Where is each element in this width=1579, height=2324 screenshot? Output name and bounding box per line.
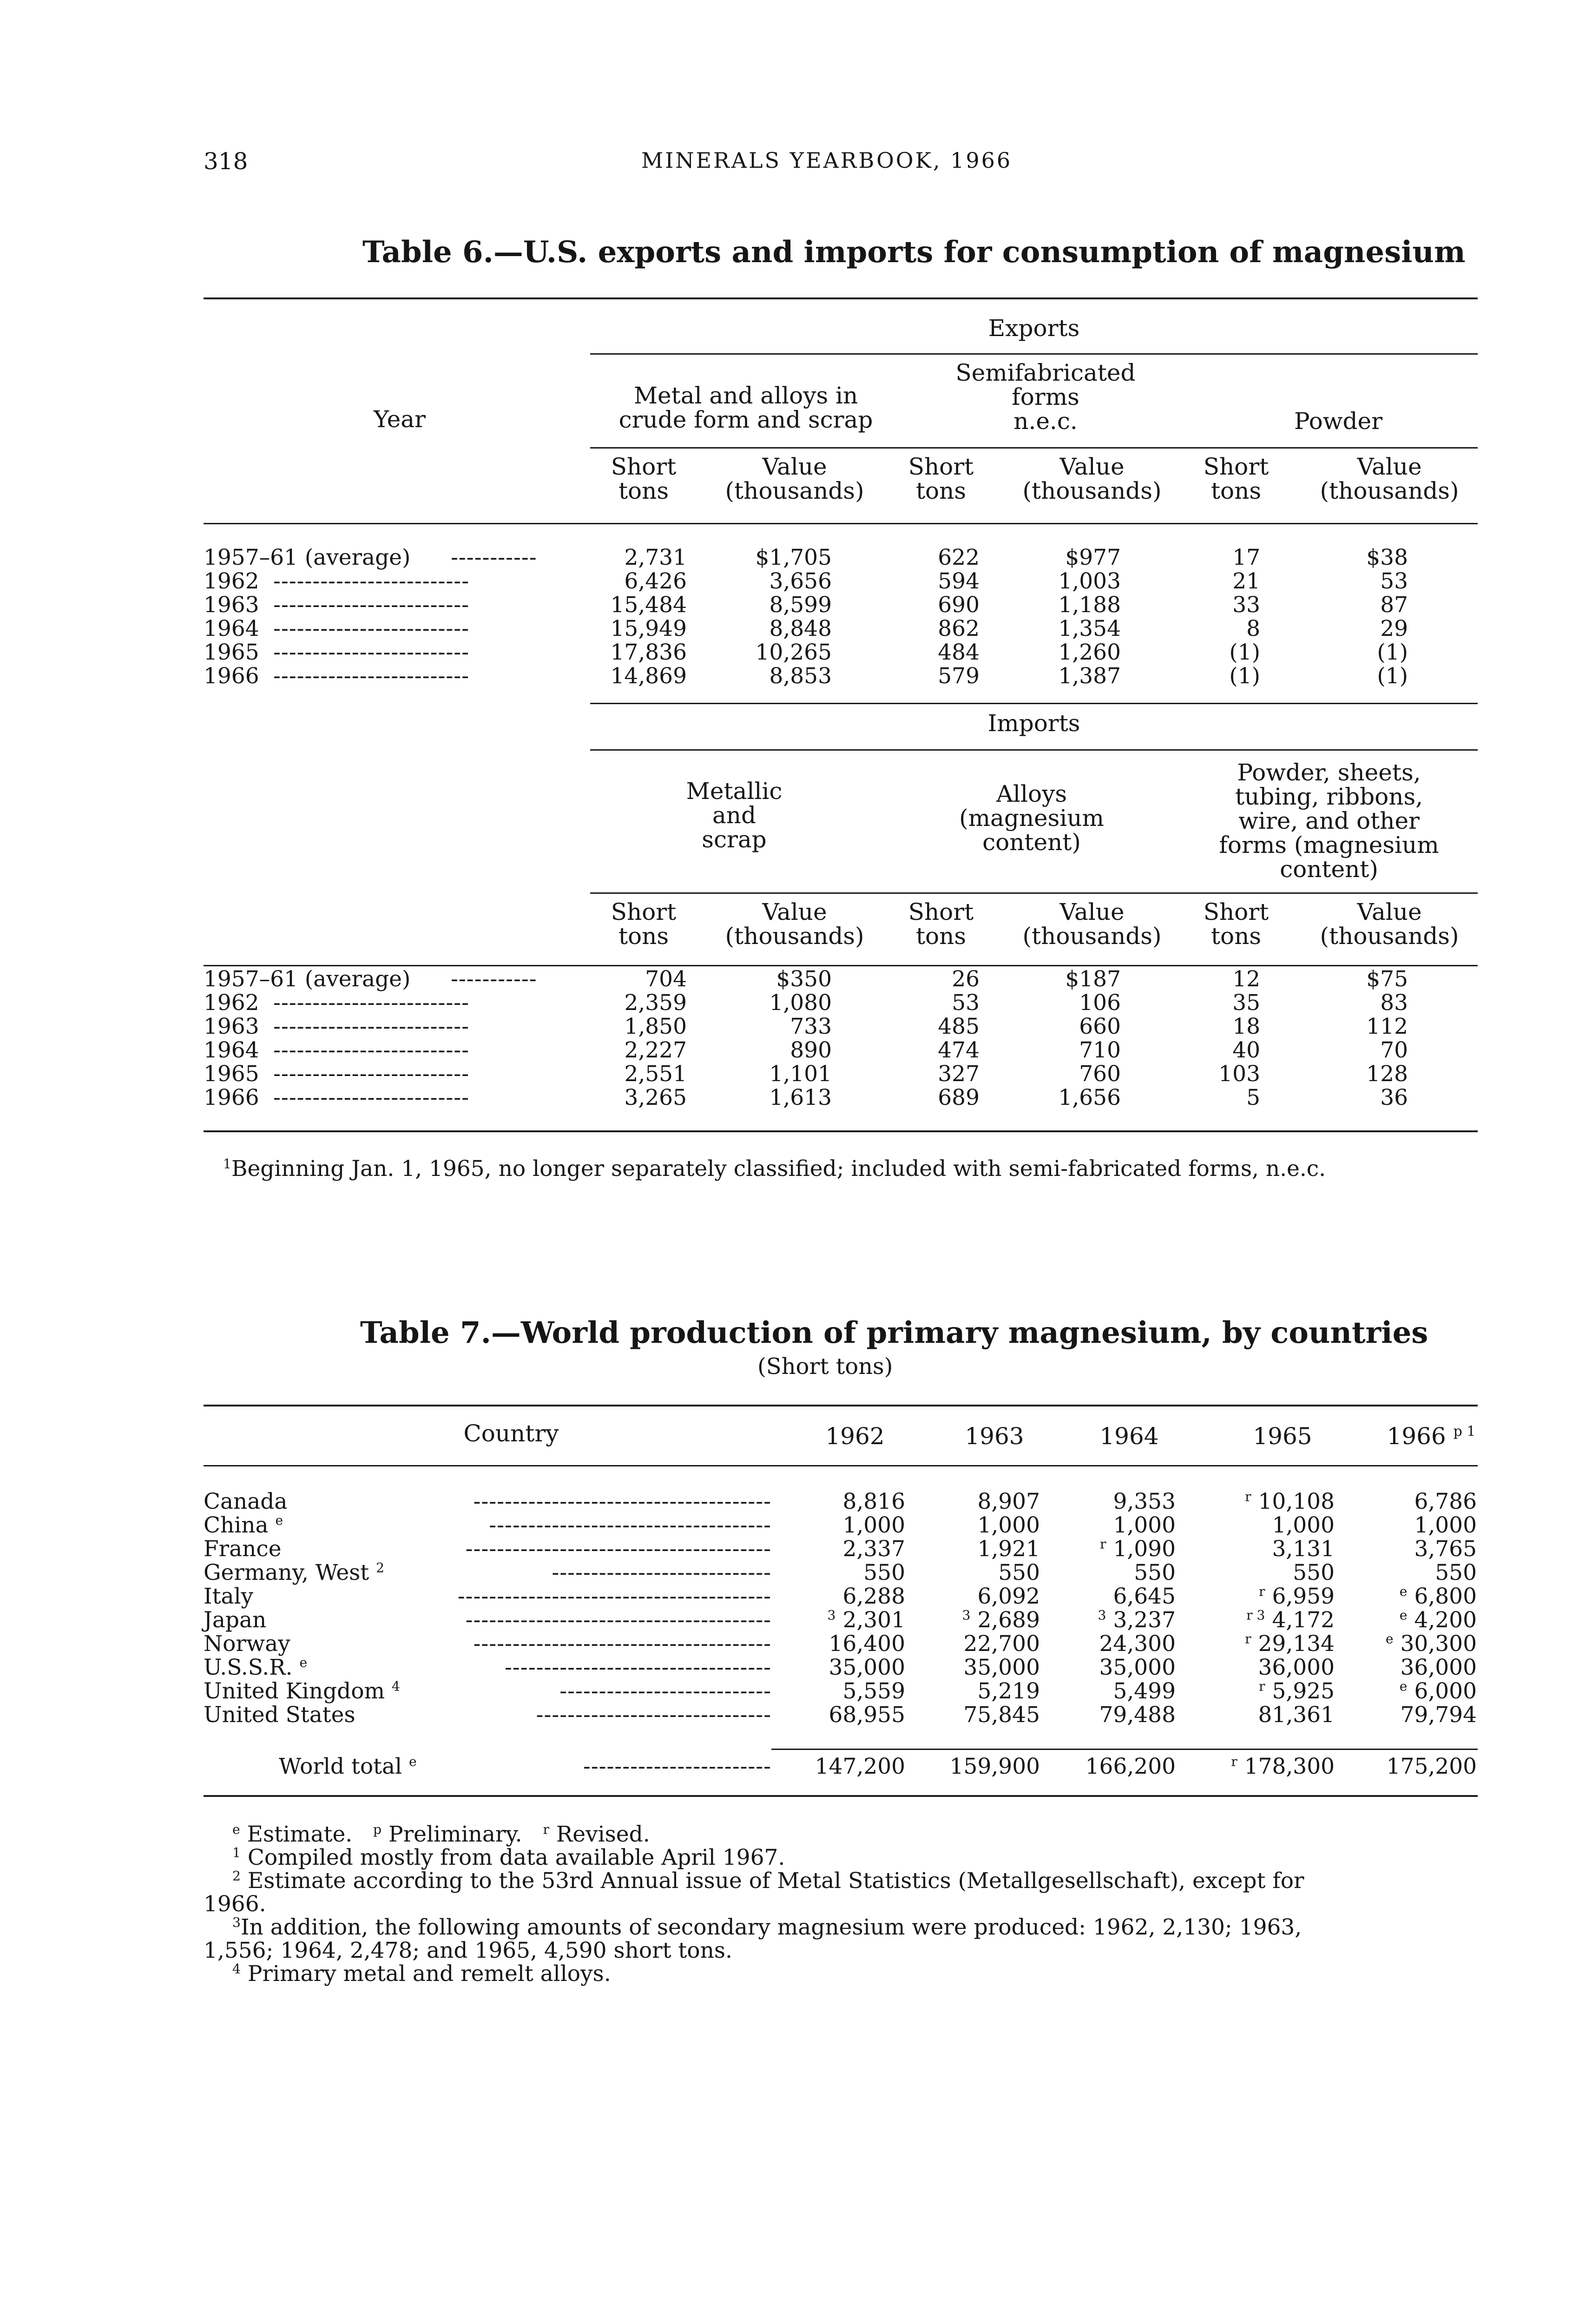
row-year: 1957–61 (average) [204, 966, 411, 992]
exports-col3-short-tons: Short tons [1203, 453, 1269, 504]
imports-col1-short-tons: Short tons [611, 898, 677, 950]
cell-value: $^r$ 178,300 [1231, 1754, 1335, 1779]
dot-leader: ------------------------- [273, 568, 470, 594]
cell-value: 1,000 [842, 1512, 905, 1538]
cell-value: 474 [938, 1037, 980, 1063]
table6-footnote: $^1$Beginning Jan. 1, 1965, no longer separately classified; included with semi-fabricated forms, n.e.c. [223, 1156, 1326, 1182]
row-year: 1957–61 (average) [204, 545, 411, 570]
table-row [0, 1561, 1579, 1585]
cell-value: $350 [776, 966, 832, 992]
cell-value: 6,288 [842, 1584, 905, 1609]
table7-header-1964: 1964 [1099, 1423, 1159, 1450]
cell-value: 12 [1232, 966, 1260, 992]
table7-header-1963: 1963 [965, 1423, 1024, 1450]
cell-value: $38 [1366, 545, 1408, 570]
table7-footnote-legend: $^e$ Estimate. $^p$ Preliminary. $^r$ Revised. [232, 1822, 650, 1847]
row-country: Canada [204, 1489, 288, 1514]
cell-value: 53 [1380, 568, 1408, 594]
cell-value: 106 [1079, 990, 1121, 1016]
cell-value: 1,000 [1272, 1512, 1335, 1538]
table-row [0, 1609, 1579, 1632]
cell-value: 5,219 [977, 1678, 1040, 1704]
cell-value: 8,853 [769, 663, 832, 689]
cell-value: 36 [1380, 1085, 1408, 1110]
table7-footnote-2: $^2$ Estimate according to the 53rd Annual issue of Metal Statistics (Metallgesellschaft), except for [232, 1868, 1304, 1894]
table7-title: Table 7.—World production of primary magnesium, by countries [360, 1315, 1428, 1350]
cell-value: 594 [938, 568, 980, 594]
dot-leader: ------------------------ [583, 1754, 771, 1779]
cell-value: 70 [1380, 1037, 1408, 1063]
table-row [0, 1703, 1579, 1727]
imports-group-label: Imports [987, 710, 1080, 737]
cell-value: 1,850 [624, 1014, 687, 1039]
dot-leader: --------------------------------------- [465, 1536, 771, 1562]
imports-col3-header: Powder, sheets, tubing, ribbons, wire, and other forms (magnesium content) [1219, 759, 1439, 883]
cell-value: 79,488 [1099, 1702, 1176, 1728]
exports-group-label: Exports [988, 315, 1080, 342]
imports-group-rule [590, 749, 1478, 751]
imports-subheader-rule [590, 892, 1478, 894]
dot-leader: ------------------------------ [536, 1702, 771, 1728]
table6-bottom-rule [204, 1130, 1478, 1132]
cell-value: 8,907 [977, 1489, 1040, 1514]
table7-total-rule [771, 1749, 1478, 1750]
cell-value: 35,000 [829, 1655, 905, 1680]
table7-footnote-3: $^3$In addition, the following amounts of secondary magnesium were produced: 1962, 2,130; 1963, [232, 1915, 1302, 1940]
cell-value: $75 [1366, 966, 1408, 992]
exports-col3-value: Value (thousands) [1320, 453, 1459, 504]
cell-value: 550 [863, 1560, 905, 1585]
cell-value: 40 [1232, 1037, 1260, 1063]
table7-footnote-3-cont: 1,556; 1964, 2,478; and 1965, 4,590 short tons. [204, 1938, 732, 1963]
cell-value: 1,656 [1058, 1085, 1121, 1110]
cell-value: $^3$ 2,301 [827, 1607, 905, 1633]
cell-value: 81,361 [1258, 1702, 1335, 1728]
cell-value: 579 [938, 663, 980, 689]
cell-value: 16,400 [829, 1631, 905, 1657]
dot-leader: ------------------------- [273, 990, 470, 1016]
row-year: 1965 [204, 640, 259, 665]
cell-value: 6,092 [977, 1584, 1040, 1609]
table-row [0, 1015, 1579, 1038]
cell-value: 550 [998, 1560, 1040, 1585]
exports-col1-value: Value (thousands) [725, 453, 864, 504]
exports-group-rule [590, 353, 1478, 355]
cell-value: 53 [952, 990, 980, 1016]
cell-value: 3,131 [1272, 1536, 1335, 1562]
cell-value: 1,000 [1113, 1512, 1176, 1538]
cell-value: 8,848 [769, 616, 832, 641]
total-row [0, 1755, 1579, 1778]
cell-value: 14,869 [610, 663, 687, 689]
cell-value: 3,265 [624, 1085, 687, 1110]
row-year: 1963 [204, 592, 259, 618]
table7-top-rule [204, 1405, 1478, 1406]
cell-value: $^r$ 29,134 [1245, 1631, 1335, 1657]
cell-value: 33 [1232, 592, 1260, 618]
cell-value: 327 [938, 1061, 980, 1087]
row-year: 1965 [204, 1061, 259, 1087]
row-year: 1962 [204, 568, 259, 594]
cell-value: 2,227 [624, 1037, 687, 1063]
dot-leader: -------------------------------------- [473, 1489, 771, 1514]
exports-col2-header: Semifabricated forms n.e.c. [955, 359, 1136, 435]
row-year: 1966 [204, 1085, 259, 1110]
table-row [0, 1086, 1579, 1109]
cell-value: 1,000 [1414, 1512, 1477, 1538]
dot-leader: ------------------------- [273, 1085, 470, 1110]
cell-value: 15,949 [610, 616, 687, 641]
dot-leader: ------------------------- [273, 640, 470, 665]
cell-value: 9,353 [1113, 1489, 1176, 1514]
cell-value: 8,816 [842, 1489, 905, 1514]
cell-value: 6,786 [1414, 1489, 1477, 1514]
row-country: U.S.S.R. $^e$ [204, 1655, 308, 1680]
cell-value: (1) [1229, 640, 1260, 665]
dot-leader: ------------------------------------ [489, 1512, 771, 1538]
cell-value: 550 [1134, 1560, 1176, 1585]
imports-col2-short-tons: Short tons [908, 898, 974, 950]
dot-leader: ----------- [451, 966, 537, 992]
cell-value: 8 [1246, 616, 1260, 641]
cell-value: 29 [1380, 616, 1408, 641]
table-row [0, 1656, 1579, 1679]
table7-subtitle: (Short tons) [757, 1353, 893, 1380]
cell-value: $^e$ 30,300 [1385, 1631, 1477, 1657]
cell-value: 147,200 [815, 1754, 905, 1779]
cell-value: 1,921 [977, 1536, 1040, 1562]
cell-value: 15,484 [610, 592, 687, 618]
cell-value: 689 [938, 1085, 980, 1110]
dot-leader: ------------------------- [273, 1037, 470, 1063]
imports-col2-header: Alloys (magnesium content) [959, 780, 1104, 856]
cell-value: 5 [1246, 1085, 1260, 1110]
dot-leader: -------------------------------------- [473, 1631, 771, 1657]
table-row [0, 594, 1579, 617]
cell-value: 484 [938, 640, 980, 665]
row-country: China $^e$ [204, 1512, 283, 1538]
imports-top-rule [590, 703, 1478, 704]
cell-value: 68,955 [829, 1702, 905, 1728]
cell-value: 1,080 [769, 990, 832, 1016]
table-row [0, 617, 1579, 640]
cell-value: 1,188 [1058, 592, 1121, 618]
cell-value: 704 [645, 966, 687, 992]
row-country: World total $^e$ [279, 1754, 417, 1779]
table-row [0, 641, 1579, 664]
cell-value: $^3$ 3,237 [1098, 1607, 1176, 1633]
cell-value: 5,559 [842, 1678, 905, 1704]
cell-value: 710 [1079, 1037, 1121, 1063]
imports-col1-header: Metallic and scrap [686, 778, 783, 853]
row-country: United Kingdom $^4$ [204, 1678, 400, 1704]
cell-value: $^e$ 6,000 [1399, 1678, 1477, 1704]
cell-value: 1,101 [769, 1061, 832, 1087]
cell-value: 166,200 [1085, 1754, 1176, 1779]
row-country: Italy [204, 1584, 254, 1609]
cell-value: 35 [1232, 990, 1260, 1016]
row-country: Norway [204, 1631, 290, 1657]
cell-value: 21 [1232, 568, 1260, 594]
dot-leader: ------------------------- [273, 663, 470, 689]
imports-col3-value: Value (thousands) [1320, 898, 1459, 950]
dot-leader: --------------------------- [559, 1678, 771, 1704]
table7-header-1962: 1962 [825, 1423, 885, 1450]
dot-leader: ------------------------- [273, 1014, 470, 1039]
cell-value: (1) [1377, 640, 1408, 665]
table-row [0, 665, 1579, 688]
table-row [0, 1632, 1579, 1656]
table7-header-1966: 1966 $^{p 1}$ [1387, 1423, 1476, 1450]
cell-value: 1,000 [977, 1512, 1040, 1538]
dot-leader: ---------------------------- [552, 1560, 771, 1585]
cell-value: 1,354 [1058, 616, 1121, 641]
cell-value: (1) [1377, 663, 1408, 689]
cell-value: 17 [1232, 545, 1260, 570]
table7-footnote-1: $^1$ Compiled mostly from data available April 1967. [232, 1845, 785, 1870]
row-country: France [204, 1536, 282, 1562]
table-row [0, 546, 1579, 569]
table-row [0, 1490, 1579, 1513]
cell-value: (1) [1229, 663, 1260, 689]
cell-value: 79,794 [1400, 1702, 1477, 1728]
dot-leader: ------------------------- [273, 592, 470, 618]
cell-value: $977 [1065, 545, 1121, 570]
cell-value: $^e$ 4,200 [1399, 1607, 1477, 1633]
cell-value: 2,551 [624, 1061, 687, 1087]
cell-value: 550 [1435, 1560, 1477, 1585]
cell-value: 159,900 [949, 1754, 1040, 1779]
table7-header-country: Country [463, 1420, 559, 1447]
cell-value: 112 [1366, 1014, 1408, 1039]
cell-value: 5,499 [1113, 1678, 1176, 1704]
cell-value: $^r$ 6,959 [1259, 1584, 1335, 1609]
cell-value: 128 [1366, 1061, 1408, 1087]
exports-col1-short-tons: Short tons [611, 453, 677, 504]
cell-value: 2,337 [842, 1536, 905, 1562]
cell-value: 83 [1380, 990, 1408, 1016]
row-country: United States [204, 1702, 355, 1728]
cell-value: 3,765 [1414, 1536, 1477, 1562]
cell-value: 690 [938, 592, 980, 618]
table6-title: Table 6.—U.S. exports and imports for consumption of magnesium [362, 235, 1466, 270]
row-country: Japan [204, 1607, 267, 1633]
cell-value: $1,705 [755, 545, 832, 570]
exports-col3-header: Powder [1294, 408, 1382, 435]
cell-value: 1,613 [769, 1085, 832, 1110]
page-number: 318 [204, 148, 248, 175]
cell-value: 22,700 [963, 1631, 1040, 1657]
row-year: 1964 [204, 1037, 259, 1063]
cell-value: 862 [938, 616, 980, 641]
table7-header-1965: 1965 [1253, 1423, 1312, 1450]
cell-value: 75,845 [963, 1702, 1040, 1728]
table7-footnote-4: $^4$ Primary metal and remelt alloys. [232, 1961, 611, 1987]
cell-value: $187 [1065, 966, 1121, 992]
row-year: 1966 [204, 663, 259, 689]
cell-value: $^3$ 2,689 [962, 1607, 1040, 1633]
table6-top-rule [204, 297, 1478, 299]
cell-value: 2,731 [624, 545, 687, 570]
cell-value: 35,000 [1099, 1655, 1176, 1680]
table-row [0, 1039, 1579, 1062]
cell-value: 175,200 [1386, 1754, 1477, 1779]
dot-leader: ------------------------- [273, 616, 470, 641]
table7-footnote-2-cont: 1966. [204, 1891, 266, 1917]
imports-col1-value: Value (thousands) [725, 898, 864, 950]
table-row [0, 991, 1579, 1015]
table7-header-rule [204, 1465, 1478, 1466]
cell-value: 26 [952, 966, 980, 992]
table-row [0, 968, 1579, 991]
cell-value: 1,003 [1058, 568, 1121, 594]
dot-leader: ---------------------------------------- [457, 1584, 771, 1609]
cell-value: 87 [1380, 592, 1408, 618]
cell-value: $^{r 3}$ 4,172 [1246, 1607, 1335, 1633]
cell-value: 660 [1079, 1014, 1121, 1039]
table-row [0, 1063, 1579, 1086]
exports-subheader-rule [590, 447, 1478, 449]
cell-value: 35,000 [963, 1655, 1040, 1680]
dot-leader: ------------------------- [273, 1061, 470, 1087]
exports-body-rule [204, 523, 1478, 524]
table7-bottom-rule [204, 1795, 1478, 1797]
cell-value: 622 [938, 545, 980, 570]
imports-col2-value: Value (thousands) [1022, 898, 1162, 950]
exports-col1-header: Metal and alloys in crude form and scrap [618, 382, 873, 433]
dot-leader: ---------------------------------- [505, 1655, 771, 1680]
row-year: 1963 [204, 1014, 259, 1039]
cell-value: $^r$ 10,108 [1245, 1489, 1335, 1514]
row-year: 1964 [204, 616, 259, 641]
dot-leader: --------------------------------------- [465, 1607, 771, 1633]
cell-value: 10,265 [755, 640, 832, 665]
cell-value: 6,645 [1113, 1584, 1176, 1609]
dot-leader: ----------- [451, 545, 537, 570]
cell-value: 103 [1218, 1061, 1260, 1087]
table-row [0, 1514, 1579, 1537]
cell-value: 6,426 [624, 568, 687, 594]
cell-value: 18 [1232, 1014, 1260, 1039]
cell-value: 550 [1293, 1560, 1335, 1585]
cell-value: 36,000 [1400, 1655, 1477, 1680]
cell-value: 1,387 [1058, 663, 1121, 689]
exports-col2-short-tons: Short tons [908, 453, 974, 504]
table-row [0, 570, 1579, 593]
cell-value: 2,359 [624, 990, 687, 1016]
row-country: Germany, West $^2$ [204, 1560, 385, 1585]
row-year: 1962 [204, 990, 259, 1016]
cell-value: 24,300 [1099, 1631, 1176, 1657]
cell-value: $^r$ 1,090 [1100, 1536, 1176, 1562]
cell-value: 1,260 [1058, 640, 1121, 665]
year-header: Year [374, 406, 426, 433]
cell-value: 890 [790, 1037, 832, 1063]
table-row [0, 1680, 1579, 1703]
cell-value: 733 [790, 1014, 832, 1039]
cell-value: 36,000 [1258, 1655, 1335, 1680]
table-row [0, 1538, 1579, 1561]
cell-value: $^e$ 6,800 [1399, 1584, 1477, 1609]
table-row [0, 1585, 1579, 1608]
running-title: MINERALS YEARBOOK, 1966 [641, 148, 1013, 173]
cell-value: 3,656 [769, 568, 832, 594]
cell-value: 8,599 [769, 592, 832, 618]
cell-value: $^r$ 5,925 [1259, 1678, 1335, 1704]
imports-col3-short-tons: Short tons [1203, 898, 1269, 950]
cell-value: 760 [1079, 1061, 1121, 1087]
exports-col2-value: Value (thousands) [1022, 453, 1162, 504]
cell-value: 17,836 [610, 640, 687, 665]
cell-value: 485 [938, 1014, 980, 1039]
